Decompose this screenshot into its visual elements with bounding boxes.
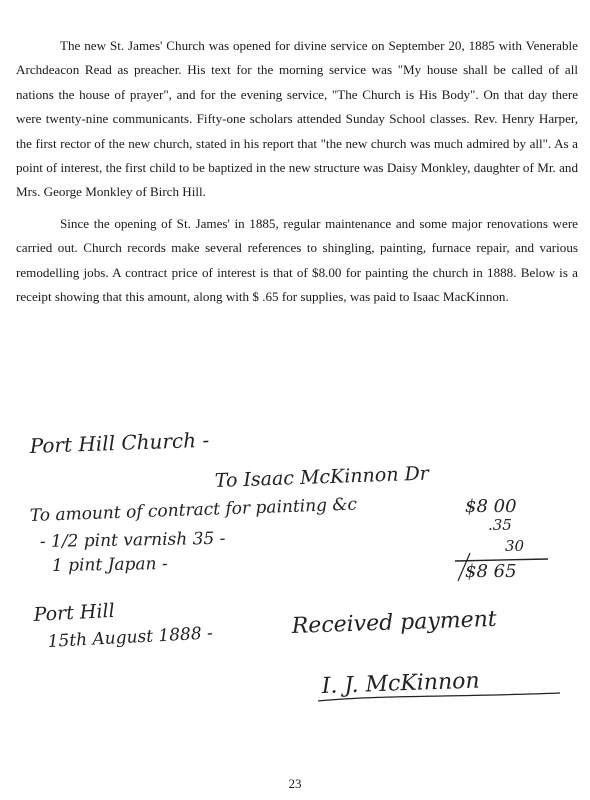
receipt-item-painting: To amount of contract for painting &c [29,494,358,526]
article-text [16,34,578,309]
receipt-item-varnish: - 1/2 pint varnish 35 - [39,528,226,552]
receipt-payee: To Isaac McKinnon Dr [214,462,430,492]
receipt-signature: I. J. McKinnon [321,668,480,699]
receipt-item-japan: 1 pint Japan - [51,553,168,576]
receipt-amount-painting: $8 00 [465,496,517,517]
receipt-date: 15th August 1888 - [47,623,214,652]
paragraph-maintenance: Since the opening of St. James' in 1885, regular maintenance and some major renovations were carried out. Church records make several references to shingling, painting, furnace repair, and various remodelling jobs. A contract price of interest is that of $8.00 for painting the church in 1888. Below is a receipt showing that this amount, along with $ .65 for supplies, was paid to Isaac MacKinnon. [16,215,578,305]
receipt-total: $8 65 [465,561,517,582]
receipt-amount-varnish: .35 [488,516,512,534]
receipt-heading: Port Hill Church - [29,427,210,458]
receipt-place: Port Hill [33,599,116,626]
paragraph-opening: The new St. James' Church was opened for divine service on September 20, 1885 with Venerable Archdeacon Read as preacher. His text for the morning service was "My house shall be called of all nations the house of prayer", and for the evening service, "The Church is His Body". On that day there were twenty-nine communicants. Fifty-one scholars attended Sunday School classes. Rev. Henry Harper, the first rector of the new church, stated in his report that "the new church was much admired by all". As a point of interest, the first child to be baptized in the new structure was Daisy Monkley, daughter of Mr. and Mrs. George Monkley of Birch Hill. [16,38,578,200]
receipt-received: Received payment [291,606,498,639]
receipt-image [0,395,590,735]
handwritten-receipt [0,395,590,735]
receipt-amount-japan: 30 [505,537,525,555]
page-number: 23 [288,776,302,791]
